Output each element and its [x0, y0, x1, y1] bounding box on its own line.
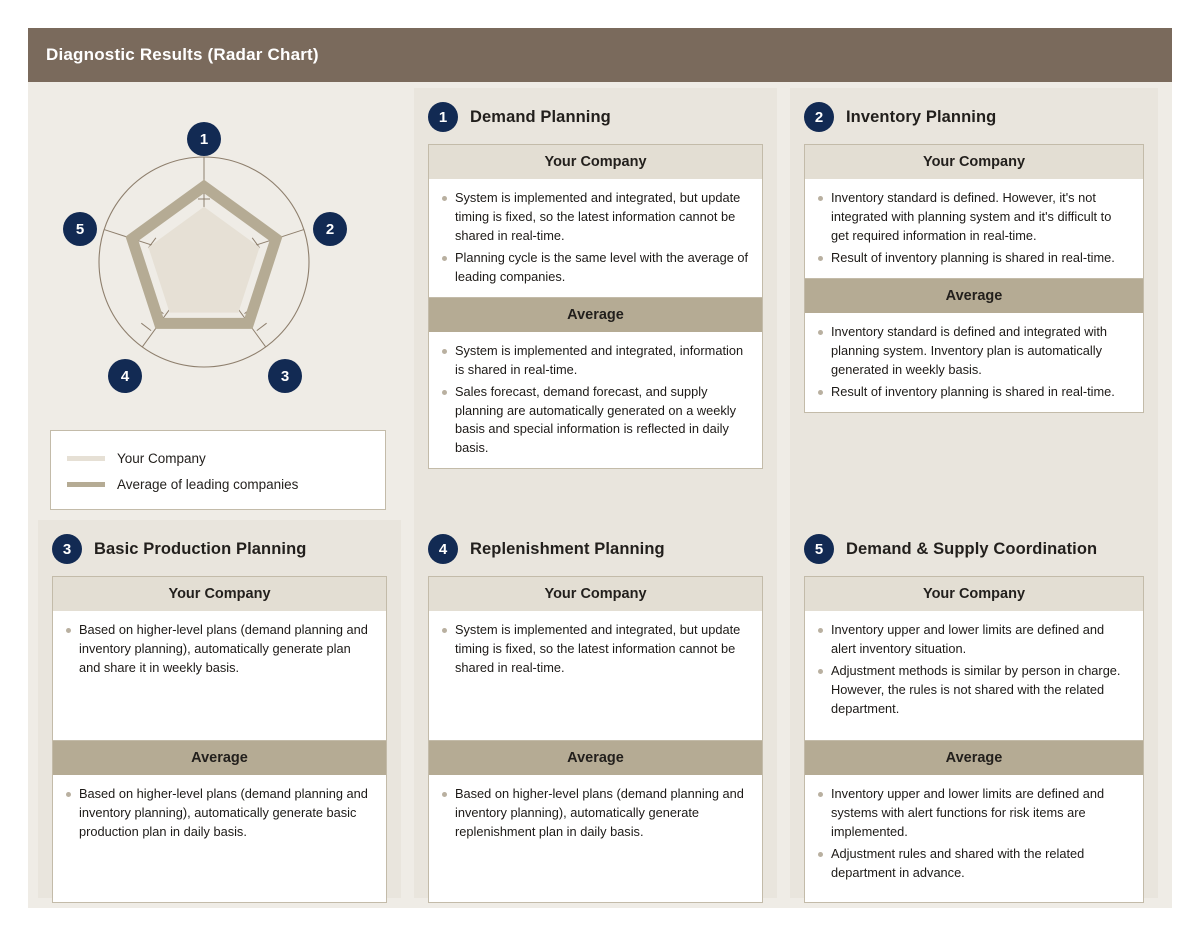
legend-swatch-icon [67, 456, 105, 461]
radar-chart-panel [28, 82, 428, 512]
legend-item-average [67, 471, 369, 497]
section-header-your-company: Your Company [428, 144, 763, 179]
list-item: System is implemented and integrated, but update timing is fixed, so the latest information cannot be shared in real-time. [441, 189, 750, 246]
panel-basic-production-planning [38, 520, 401, 898]
radar-axis-label-3: 3 [268, 359, 302, 393]
list-item: Inventory standard is defined and integrated with planning system. Inventory plan is automatically generated in weekly basis. [817, 323, 1131, 380]
panel-title: Demand Planning [470, 107, 611, 126]
section-header-your-company: Your Company [804, 576, 1144, 611]
radar-axis-label-5: 5 [63, 212, 97, 246]
panel-header [804, 532, 1144, 566]
panel-badge: 1 [428, 102, 458, 132]
legend-swatch-icon [67, 482, 105, 487]
list-item: Inventory upper and lower limits are defined and alert inventory situation. [817, 621, 1131, 659]
section-body-average [804, 313, 1144, 413]
section-body-average [52, 775, 387, 903]
section-body-average [428, 775, 763, 903]
radar-axis-label-2: 2 [313, 212, 347, 246]
radar-chart [52, 104, 402, 404]
list-item: Inventory standard is defined. However, it's not integrated with planning system and it's difficult to get required information in real-time. [817, 189, 1131, 246]
list-item: System is implemented and integrated, but update timing is fixed, so the latest information cannot be shared in real-time. [441, 621, 750, 678]
section-body-your-company [428, 611, 763, 741]
panel-demand-supply-coordination [790, 520, 1158, 898]
section-header-your-company: Your Company [804, 144, 1144, 179]
legend-label: Average of leading companies [117, 476, 299, 492]
chart-legend [50, 430, 386, 510]
list-item: Result of inventory planning is shared in real-time. [817, 383, 1131, 402]
panel-header [52, 532, 387, 566]
list-item: Result of inventory planning is shared in real-time. [817, 249, 1131, 268]
diagram-canvas [28, 28, 1172, 908]
list-item: Based on higher-level plans (demand planning and inventory planning), automatically generate basic production plan in daily basis. [65, 785, 374, 842]
panel-badge: 3 [52, 534, 82, 564]
section-header-average: Average [804, 279, 1144, 313]
section-header-your-company: Your Company [428, 576, 763, 611]
list-item: Sales forecast, demand forecast, and supply planning are automatically generated on a weekly basis and special information is reflected in daily basis. [441, 383, 750, 459]
panel-replenishment-planning [414, 520, 777, 898]
list-item: Based on higher-level plans (demand planning and inventory planning), automatically generate replenishment plan in daily basis. [441, 785, 750, 842]
section-header-your-company: Your Company [52, 576, 387, 611]
list-item: Adjustment rules and shared with the related department in advance. [817, 845, 1131, 883]
panel-badge: 5 [804, 534, 834, 564]
section-header-average: Average [428, 298, 763, 332]
radar-axis-label-4: 4 [108, 359, 142, 393]
panel-title: Basic Production Planning [94, 539, 307, 558]
page-title [28, 28, 1172, 82]
panel-header [428, 532, 763, 566]
section-header-average: Average [428, 741, 763, 775]
panel-title: Inventory Planning [846, 107, 997, 126]
panel-header [804, 100, 1144, 134]
list-item: System is implemented and integrated, information is shared in real-time. [441, 342, 750, 380]
section-body-your-company [804, 179, 1144, 279]
panel-inventory-planning [790, 88, 1158, 520]
section-body-your-company [804, 611, 1144, 741]
section-body-average [804, 775, 1144, 903]
legend-item-your-company [67, 445, 369, 471]
list-item: Adjustment methods is similar by person in charge. However, the rules is not shared with the related department. [817, 662, 1131, 719]
panel-header [428, 100, 763, 134]
panel-title: Demand & Supply Coordination [846, 539, 1098, 558]
radar-axis-label-1: 1 [187, 122, 221, 156]
section-body-average [428, 332, 763, 470]
list-item: Based on higher-level plans (demand planning and inventory planning), automatically generate plan and share it in weekly basis. [65, 621, 374, 678]
section-header-average: Average [804, 741, 1144, 775]
panel-title: Replenishment Planning [470, 539, 665, 558]
section-body-your-company [52, 611, 387, 741]
section-header-average: Average [52, 741, 387, 775]
section-body-your-company [428, 179, 763, 298]
radar-chart-svg [52, 104, 402, 404]
panel-badge: 2 [804, 102, 834, 132]
list-item: Inventory upper and lower limits are defined and systems with alert functions for risk items are implemented. [817, 785, 1131, 842]
page-title-text: Diagnostic Results (Radar Chart) [46, 45, 319, 64]
legend-label: Your Company [117, 450, 206, 466]
panel-demand-planning [414, 88, 777, 520]
panel-badge: 4 [428, 534, 458, 564]
list-item: Planning cycle is the same level with the average of leading companies. [441, 249, 750, 287]
